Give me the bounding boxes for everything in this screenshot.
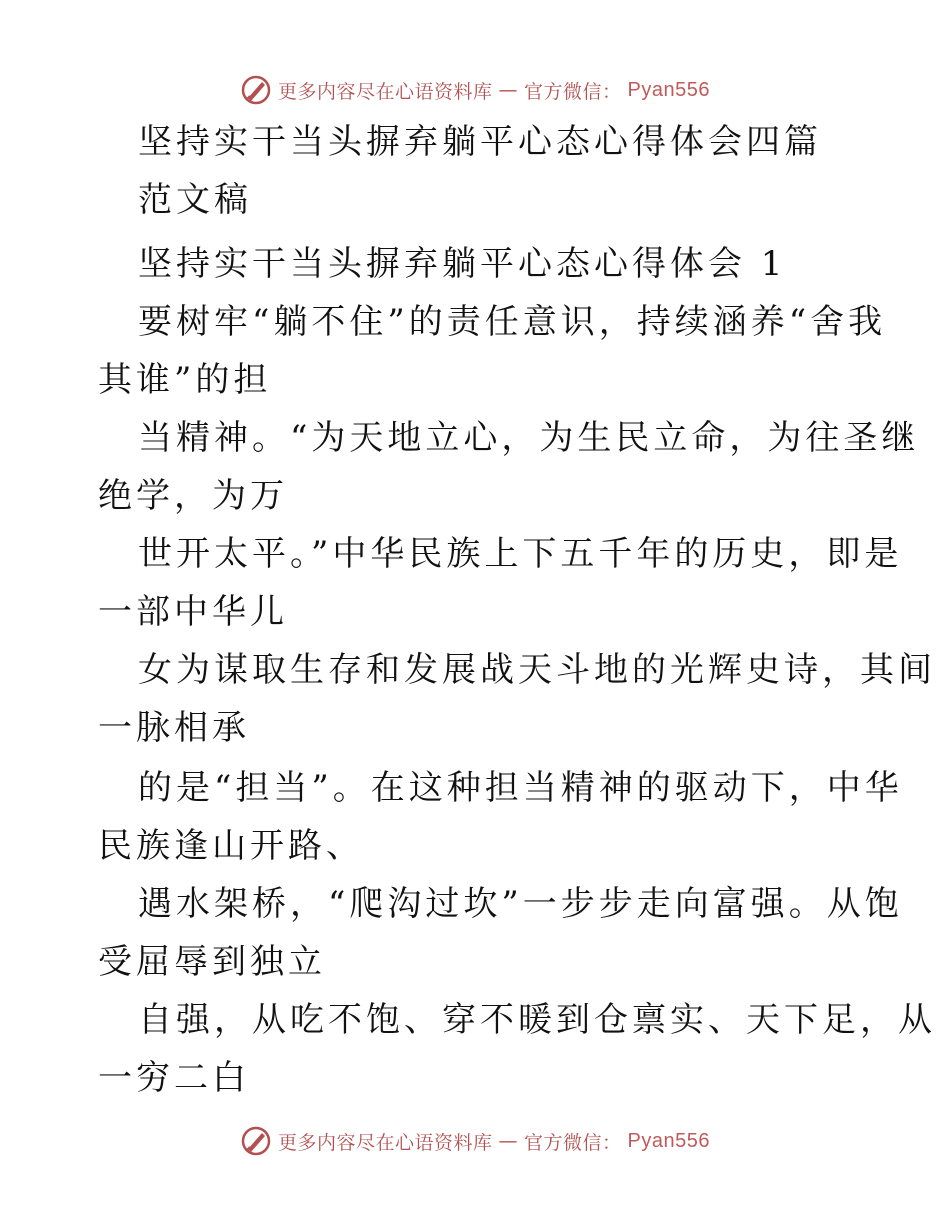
paragraph-line: 受屈辱到独立 bbox=[98, 942, 326, 982]
paragraph-line: 其谁”的担 bbox=[98, 360, 272, 400]
doc-title-line-1: 坚持实干当头摒弃躺平心态心得体会四篇 bbox=[138, 122, 822, 162]
header-watermark bbox=[0, 70, 950, 110]
paragraph-line: 自强，从吃不饱、穿不暖到仓禀实、天下足，从 bbox=[138, 1000, 936, 1040]
watermark-dash: — bbox=[498, 1130, 519, 1152]
paragraph-line: 一脉相承 bbox=[98, 708, 250, 748]
paragraph-line: 世开太平。”中华民族上下五千年的历史，即是 bbox=[138, 534, 903, 574]
footer-watermark bbox=[0, 1121, 950, 1161]
watermark-label: 官方微信： bbox=[524, 80, 622, 103]
watermark-dash: — bbox=[498, 79, 519, 101]
paragraph-line: 绝学，为万 bbox=[98, 476, 288, 516]
watermark-text: 更多内容尽在心语资料库 bbox=[278, 1131, 493, 1154]
paragraph-line: 的是“担当”。在这种担当精神的驱动下，中华 bbox=[138, 768, 903, 808]
paragraph-line: 女为谋取生存和发展战天斗地的光辉史诗，其间 bbox=[138, 650, 936, 690]
paragraph-line: 一穷二白 bbox=[98, 1058, 250, 1098]
doc-title-line-2: 范文稿 bbox=[138, 180, 252, 220]
paragraph-line: 民族逢山开路、 bbox=[98, 826, 364, 866]
watermark-id: Pyan556 bbox=[627, 78, 710, 101]
paragraph-line: 要树牢“躺不住”的责任意识，持续涵养“舍我 bbox=[138, 302, 887, 342]
watermark-label: 官方微信： bbox=[524, 1131, 622, 1154]
quill-logo-icon bbox=[240, 74, 272, 106]
watermark-text: 更多内容尽在心语资料库 bbox=[278, 80, 493, 103]
watermark-id: Pyan556 bbox=[627, 1129, 710, 1152]
quill-logo-icon bbox=[240, 1125, 272, 1157]
paragraph-line: 当精神。“为天地立心，为生民立命，为往圣继 bbox=[138, 418, 920, 458]
paragraph-line: 遇水架桥，“爬沟过坎”一步步走向富强。从饱 bbox=[138, 884, 903, 924]
paragraph-line: 一部中华儿 bbox=[98, 592, 288, 632]
section-heading: 坚持实干当头摒弃躺平心态心得体会 1 bbox=[138, 244, 787, 284]
